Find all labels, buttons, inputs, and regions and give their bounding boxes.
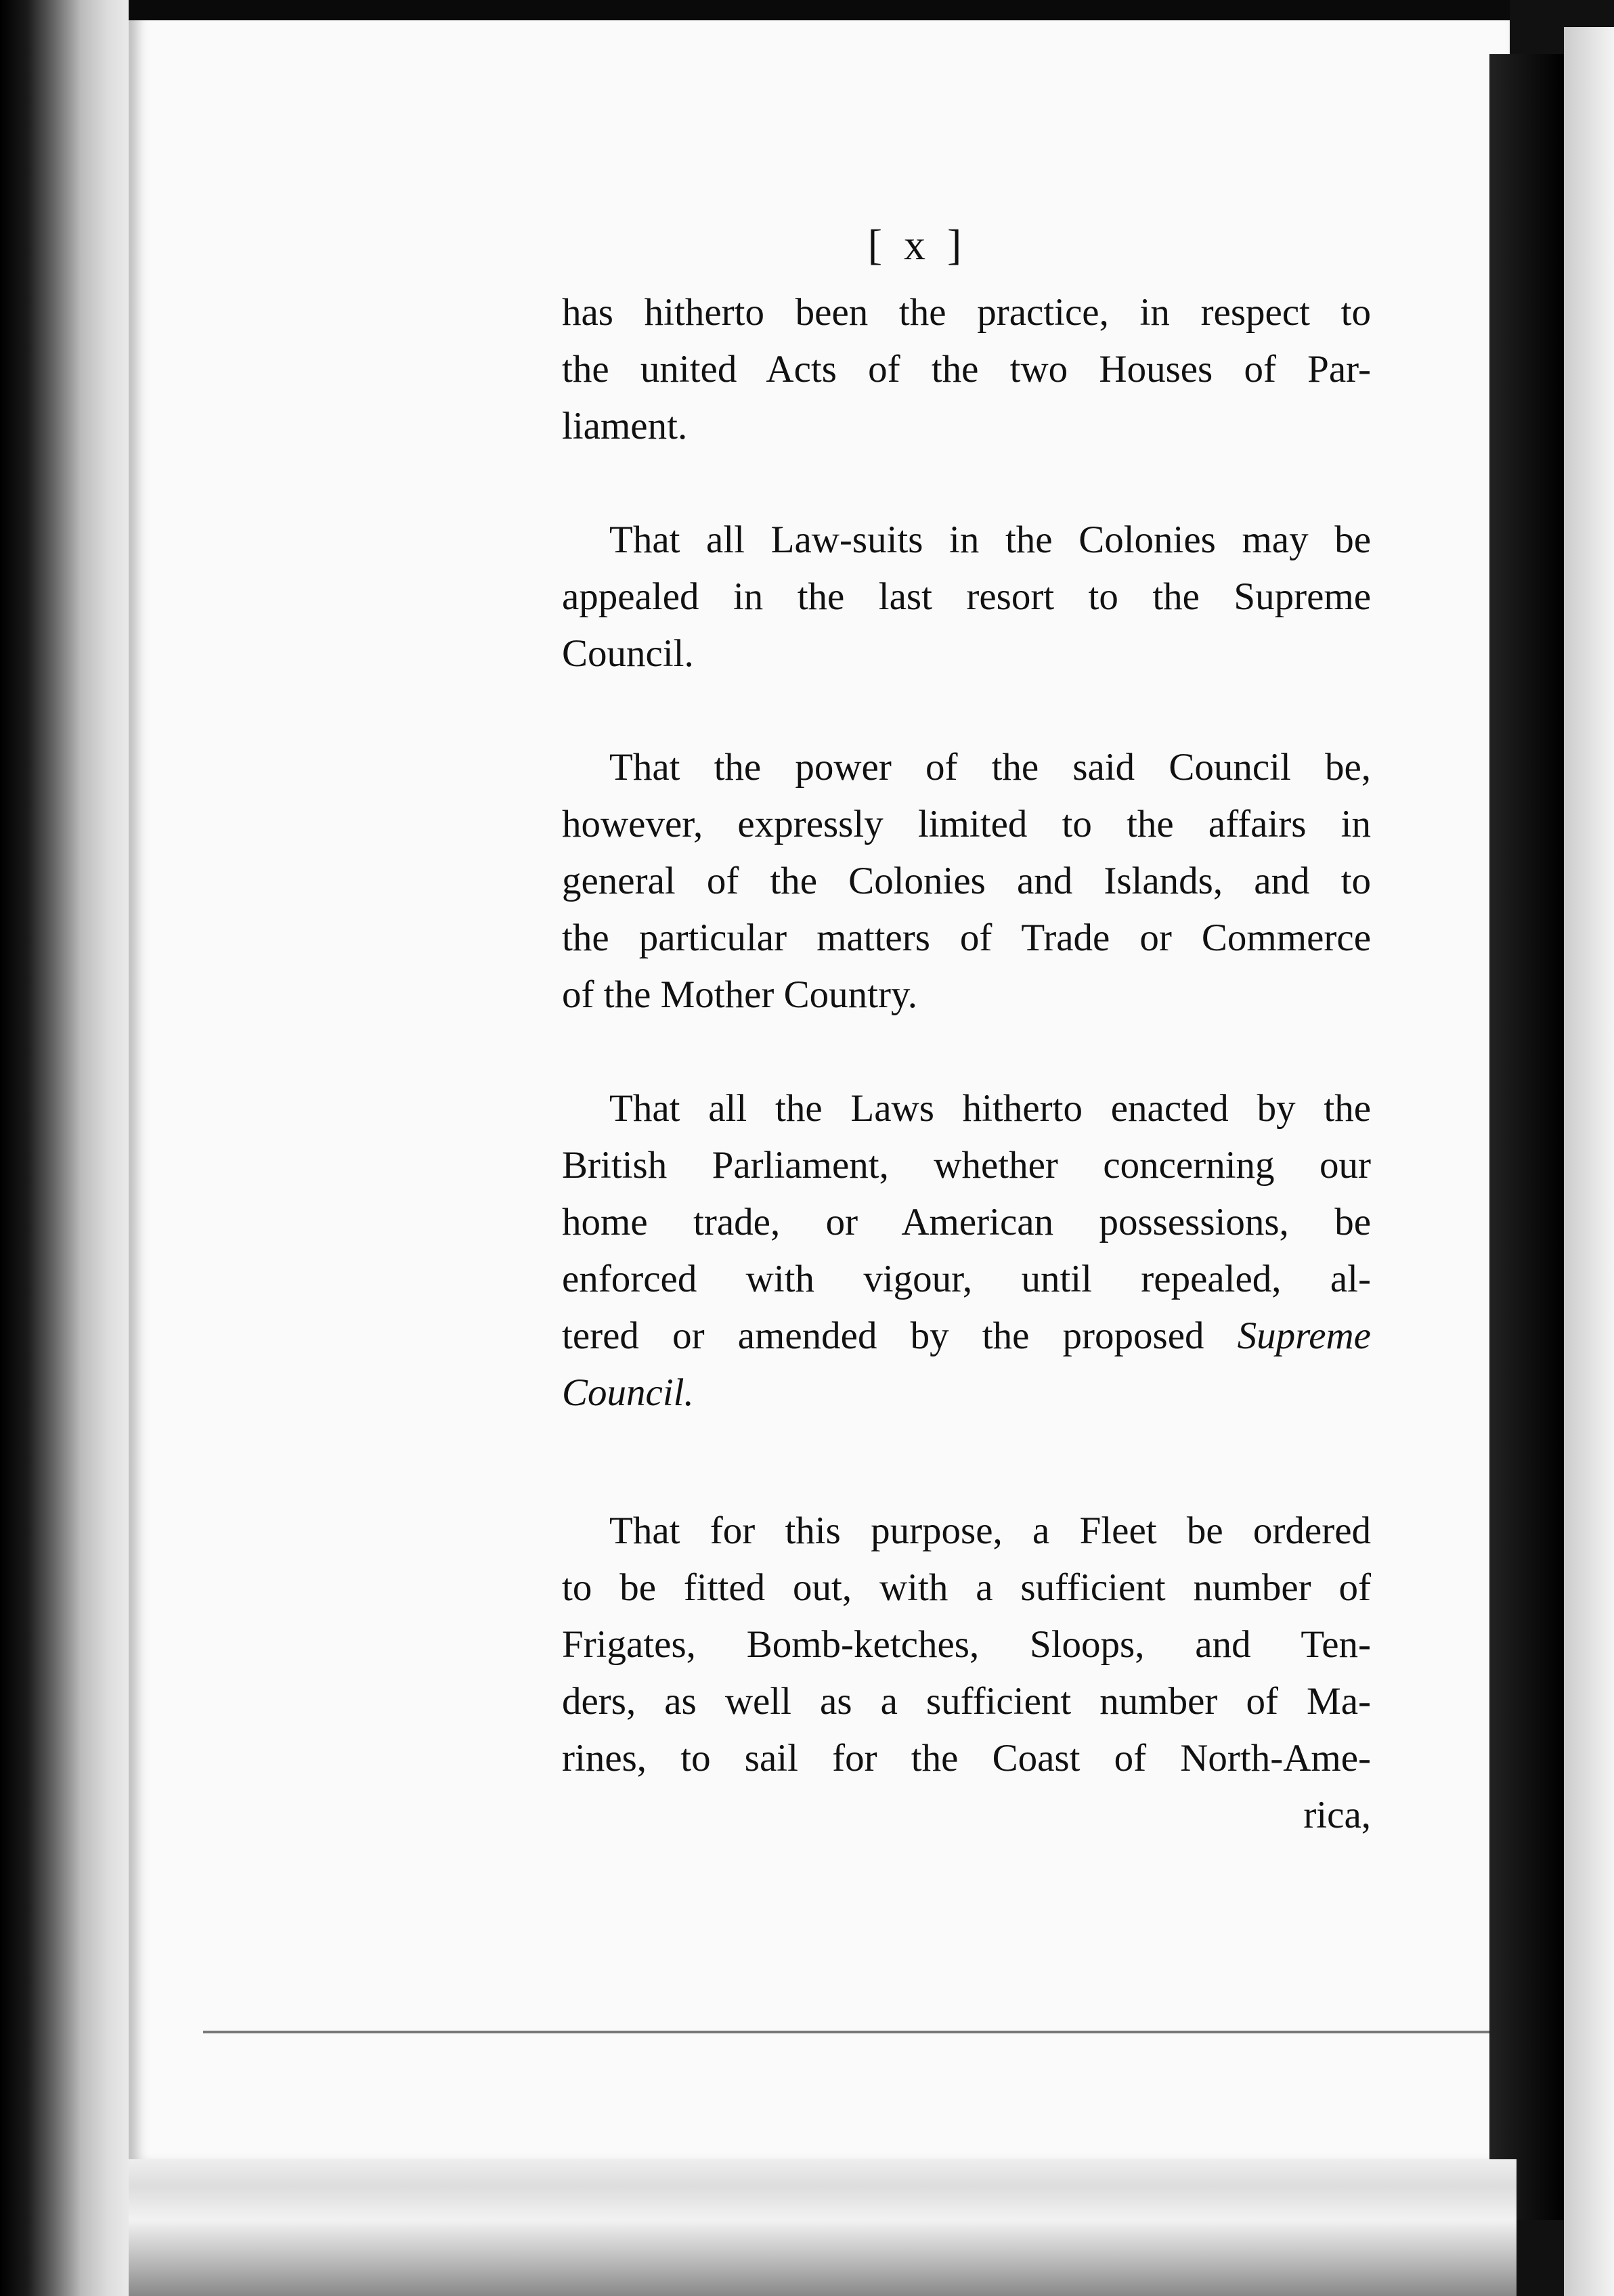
text-line: That the power of the said Council be, [609, 746, 1371, 789]
scan-top-edge [129, 0, 1510, 20]
paragraph [562, 512, 1371, 682]
text-line: enforced with vigour, until repealed, al- [562, 1258, 1371, 1300]
body-text [562, 284, 1371, 1844]
scan-right-shadow [1489, 54, 1564, 2220]
text-line: of the Mother Country. [562, 973, 918, 1016]
text-line: That all Law-suits in the Colonies may be [609, 518, 1371, 561]
text-line: the particular matters of Trade or Commerce [562, 917, 1371, 959]
text-line: the united Acts of the two Houses of Par- [562, 348, 1371, 391]
text-line: however, expressly limited to the affairs in [562, 803, 1371, 845]
paragraph [562, 1080, 1371, 1421]
text-line: ders, as well as a sufficient number of Ma- [562, 1680, 1371, 1723]
text-line: to be fitted out, with a sufficient number of [562, 1566, 1371, 1609]
text-line: Frigates, Bomb-ketches, Sloops, and Ten- [562, 1623, 1371, 1666]
italic-text: Supreme [1237, 1315, 1371, 1357]
text-line: Council. [562, 632, 694, 675]
text-line: That all the Laws hitherto enacted by the [609, 1087, 1371, 1130]
text-line: That for this purpose, a Fleet be ordered [609, 1509, 1371, 1552]
text-line: British Parliament, whether concerning our [562, 1144, 1371, 1187]
paragraph [562, 284, 1371, 455]
text-line: Council. [562, 1371, 694, 1414]
text-line: home trade, or American possessions, be [562, 1201, 1371, 1243]
text-line: appealed in the last resort to the Supreme [562, 575, 1371, 618]
text-line: has hitherto been the practice, in respect to [562, 291, 1371, 334]
scan-left-edge [0, 0, 135, 2296]
text-line: rines, to sail for the Coast of North-Ame- [562, 1737, 1371, 1780]
catchword: rica, [1303, 1794, 1371, 1836]
text-line: liament. [562, 405, 688, 447]
text-line [562, 1308, 1371, 1365]
page-bottom-edge [203, 2031, 1489, 2033]
text-line: general of the Colonies and Islands, and to [562, 860, 1371, 902]
text-segment: tered or amended by the proposed [562, 1315, 1204, 1357]
page-number: [ x ] [867, 221, 967, 269]
paragraph [562, 739, 1371, 1023]
next-page-edge [1564, 27, 1614, 2296]
paragraph [562, 1503, 1371, 1844]
scan-bottom-fold [129, 2159, 1517, 2296]
